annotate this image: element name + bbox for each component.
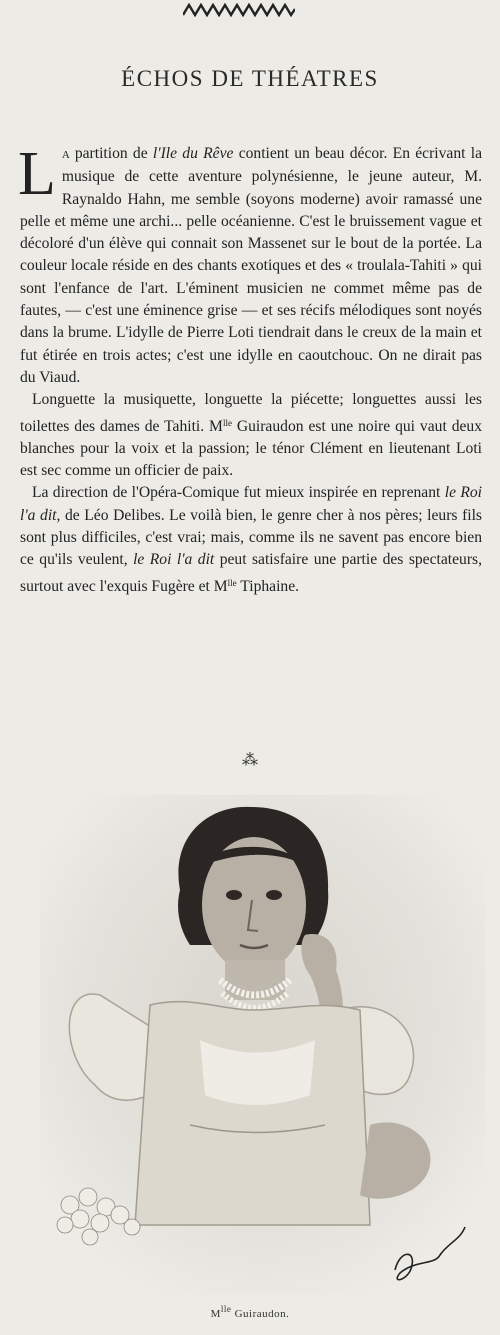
section-separator: ⁂ (242, 750, 258, 769)
opera-title-italic: le Roi l'a dit (133, 551, 215, 569)
portrait-photograph (40, 795, 485, 1295)
paragraph-2-text-b: Guiraudon est une noire qui vaut deux blanches pour la voix et la passion; le ténor Clément en lieutenant Loti est sec comme un officier de paix. (20, 417, 483, 480)
photo-caption (0, 1304, 500, 1320)
paragraph-3-text-c: peut satisfaire une partie des spectateurs, surtout avec l'exquis Fugère et M (20, 551, 482, 595)
paragraph-3-text-b: , de Léo Delibes. Le voilà bien, le genre cher à nos pères; leurs fils sont plus difficiles, c'est vrai; mais, comme ils ne savent pas encore bien ce qu'ils veulent, (20, 506, 482, 569)
paragraph-1 (18, 140, 482, 389)
paragraph-2-text-a: Longuette la musiquette, longuette la piécette; longuettes aussi les toilettes des dames de Tahiti. M (20, 391, 482, 435)
paragraph-1-text-b: contient un beau décor. En écrivant la musique de cette aventure polynésienne, le jeune auteur, M. Raynaldo Hahn, me semble (soyons moderne) avoir ramassé une pelle et même une archi... pelle océanienne. C'est le bruissement vague et décoloré d'un élève qui connait son Massenet sur le bout de la portée. La couleur locale réside en des chants exotiques et des « troulala-Tahiti » qui sont l'enfance de l'art. L'éminent musicien ne commet même pas de fautes, — c'est une éminence grise — et ses récifs mélodiques sont noyés dans la brume. L'idylle de Pierre Loti tiendrait dans le creux de la main et fut étirée en trois actes; c'est une idylle en caoutchouc. On ne dirait pas du Viaud. (20, 145, 482, 386)
superscript: lle (220, 1304, 232, 1314)
superscript: lle (227, 577, 237, 588)
page-title: ÉCHOS DE THÉATRES (121, 66, 379, 91)
paragraph-3-text-a: La direction de l'Opéra-Comique fut mieux inspirée en reprenant (32, 484, 445, 502)
zigzag-ornament (183, 3, 295, 17)
paragraph-3-text-d: Tiphaine. (236, 577, 300, 595)
caption-text-b: Guiraudon. (231, 1308, 290, 1320)
opera-title-italic: le Roi l'a dit (20, 484, 483, 524)
drop-cap: L (18, 140, 56, 208)
caption-text-a: M (210, 1308, 221, 1320)
article-body (18, 140, 483, 598)
small-cap-letter: A (61, 149, 71, 161)
superscript: lle (222, 417, 232, 428)
paragraph-3 (20, 482, 482, 597)
paragraph-2 (20, 389, 482, 482)
opera-title-italic: l'Ile du Rêve (152, 145, 234, 162)
paragraph-1-text-a: partition de (74, 145, 153, 162)
